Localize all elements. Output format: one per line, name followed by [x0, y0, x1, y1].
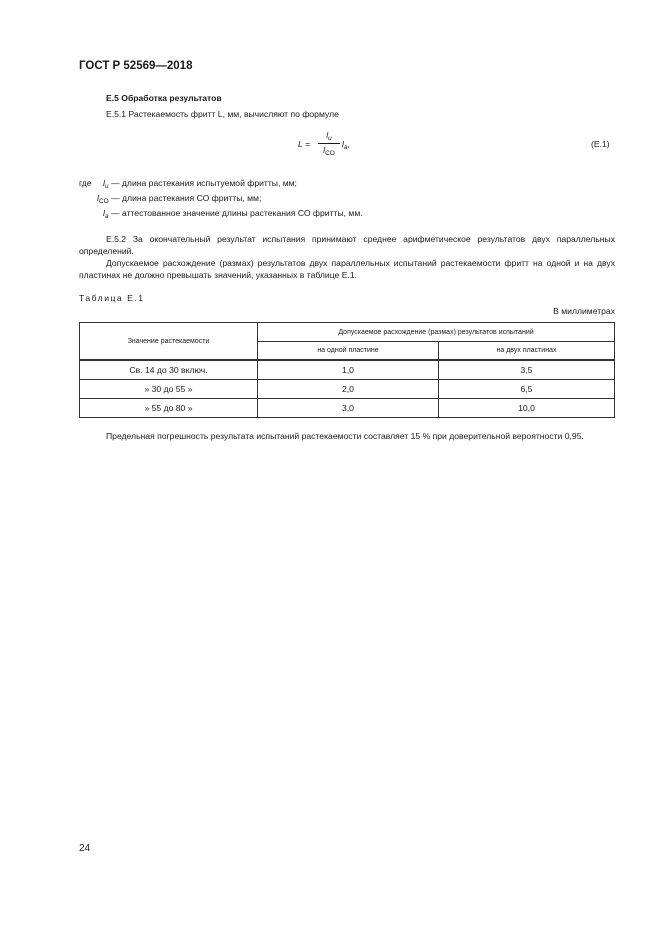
denominator-subscript: CO — [325, 150, 335, 157]
section-title: Е.5 Обработка результатов — [106, 93, 222, 103]
formula-comma: , — [347, 139, 350, 149]
table-row — [80, 360, 615, 380]
fraction-bar — [318, 143, 340, 144]
table-header-row — [80, 323, 615, 342]
numerator-subscript: u — [328, 135, 332, 142]
paragraph-error: Предельная погрешность результата испытаний растекаемости составляет 15 % при доверительной вероятности 0,95. — [106, 431, 584, 441]
where-subscript: a — [104, 213, 109, 220]
where-text: — аттестованное значение длины растекания СО фритты, мм. — [110, 208, 363, 218]
where-symbol: l — [103, 208, 105, 218]
tolerance-table — [79, 322, 615, 418]
table-row — [80, 399, 615, 418]
cell-one-plate: 2,0 — [258, 380, 439, 399]
cell-range: » 30 до 55 » — [80, 380, 258, 399]
where-text: — длина растекания испытуемой фритты, мм; — [110, 178, 297, 188]
where-subscript: u — [104, 183, 109, 190]
document-code: ГОСТ Р 52569—2018 — [79, 60, 193, 72]
column-header-two-plates: на двух пластинах — [439, 342, 615, 361]
paragraph-e52: Е.5.2 За окончательный результат испытания принимают среднее арифметическое результатов двух параллельных определений. — [79, 234, 615, 256]
formula-fraction — [318, 130, 340, 157]
equation-number: (Е.1) — [591, 139, 610, 149]
where-item — [97, 193, 261, 205]
where-symbol: l — [97, 193, 99, 203]
where-item — [103, 208, 363, 220]
cell-one-plate: 1,0 — [258, 360, 439, 380]
where-subscript: CO — [98, 198, 109, 205]
multiplier-subscript: a — [343, 144, 348, 151]
numerator-symbol: l — [326, 130, 329, 140]
where-item — [103, 178, 297, 190]
page-number: 24 — [79, 843, 91, 854]
cell-range: Св. 14 до 30 включ. — [80, 360, 258, 380]
cell-two-plates: 6,5 — [439, 380, 615, 399]
cell-range: » 55 до 80 » — [80, 399, 258, 418]
cell-two-plates: 10,0 — [439, 399, 615, 418]
cell-two-plates: 3,5 — [439, 360, 615, 380]
table-row — [80, 380, 615, 399]
formula-multiplier — [342, 139, 350, 151]
where-word: где — [79, 178, 92, 188]
table-unit: В миллиметрах — [553, 306, 615, 316]
column-header-range: Значение растекаемости — [80, 323, 258, 361]
formula-lhs: L = — [298, 139, 311, 149]
paragraph-e51: Е.5.1 Растекаемость фритт L, мм, вычисляют по формуле — [106, 109, 339, 119]
formula-e1 — [298, 130, 378, 164]
multiplier-symbol: l — [342, 139, 344, 149]
formula-numerator — [318, 130, 340, 142]
column-header-one-plate: на одной пластине — [258, 342, 439, 361]
formula-denominator — [318, 145, 340, 157]
denominator-symbol: l — [323, 145, 326, 155]
column-header-group: Допускаемое расхождение (размах) результатов испытаний — [258, 323, 615, 342]
where-symbol: l — [103, 178, 105, 188]
paragraph-tolerance: Допускаемое расхождение (размах) результатов двух параллельных испытаний растекаемости фритт на одной и на двух пластинах не должно превышать значений, указанных в таблице Е.1. — [79, 258, 615, 280]
where-text: — длина растекания СО фритты, мм; — [111, 193, 262, 203]
table-caption: Таблица Е.1 — [79, 293, 145, 303]
cell-one-plate: 3,0 — [258, 399, 439, 418]
